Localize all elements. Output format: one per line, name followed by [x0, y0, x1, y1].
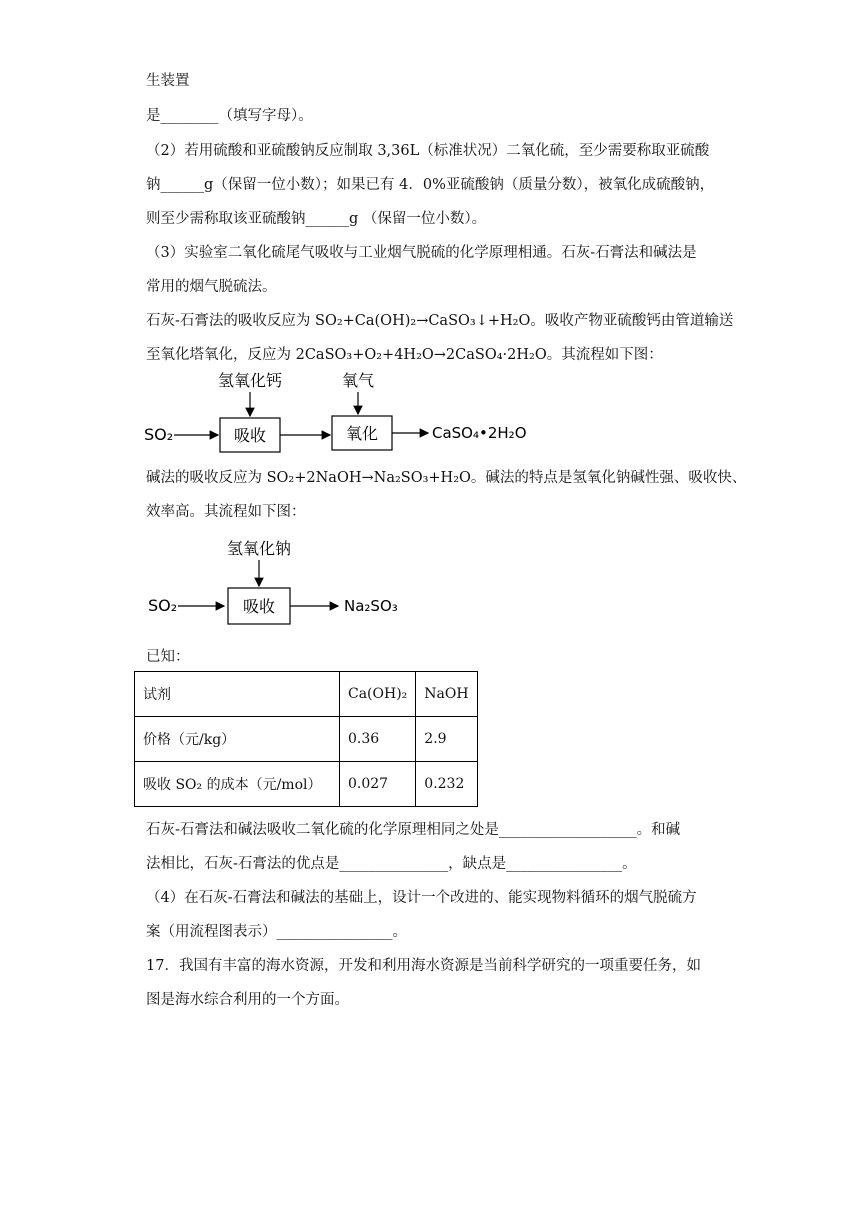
table-cell: 0.232	[416, 762, 477, 807]
line-9: 至氧化塔氧化，反应为 2CaSO₃+O₂+4H₂O→2CaSO₄·2H₂O。其流程如下图：	[146, 347, 663, 363]
flow1-input: SO₂	[144, 425, 174, 444]
table-cell: 试剂	[135, 672, 340, 717]
line-12: 已知：	[146, 649, 190, 665]
flow1-box1-label: 吸收	[233, 426, 267, 445]
line-14: 法相比，石灰-石膏法的优点是_______________，缺点是________________。	[146, 856, 637, 872]
line-1: 生装置	[146, 73, 190, 89]
line-8: 石灰-石膏法的吸收反应为 SO₂+Ca(OH)₂→CaSO₃↓+H₂O。吸收产物亚硫酸钙由管道输送	[146, 313, 734, 329]
reagent-table	[134, 671, 478, 807]
table-cell: 2.9	[416, 717, 477, 762]
line-7: 常用的烟气脱硫法。	[146, 279, 277, 295]
table-row	[135, 672, 478, 717]
flow2-box-label: 吸收	[242, 597, 276, 616]
line-5: 则至少需称取该亚硫酸钠______g （保留一位小数）。	[146, 211, 487, 227]
flow1-product: CaSO₄•2H₂O	[432, 424, 527, 442]
line-11: 效率高。其流程如下图：	[146, 504, 306, 520]
line-10: 碱法的吸收反应为 SO₂+2NaOH→Na₂SO₃+H₂O。碱法的特点是氢氧化钠碱性强、吸收快、	[146, 470, 747, 486]
table-cell: Ca(OH)₂	[340, 672, 416, 717]
flow2-reagent: 氢氧化钠	[226, 539, 292, 558]
line-6: （3）实验室二氧化硫尾气吸收与工业烟气脱硫的化学原理相通。石灰-石膏法和碱法是	[146, 245, 697, 261]
line-4: 钠______g（保留一位小数）；如果已有 4．0%亚硫酸钠（质量分数），被氧化成硫酸钠，	[146, 177, 715, 193]
table-cell: 0.027	[340, 762, 416, 807]
flow2-input: SO₂	[148, 596, 178, 615]
table-cell: 0.36	[340, 717, 416, 762]
flow1-box2-label: 氧化	[345, 424, 379, 443]
line-15: （4）在石灰-石膏法和碱法的基础上，设计一个改进的、能实现物料循环的烟气脱硫方	[146, 890, 697, 906]
line-13: 石灰-石膏法和碱法吸收二氧化硫的化学原理相同之处是___________________。和碱	[146, 822, 681, 838]
table-cell: 吸收 SO₂ 的成本（元/mol）	[135, 762, 340, 807]
flow-diagram-lime-gypsum	[140, 366, 560, 461]
line-16: 案（用流程图表示）________________。	[146, 924, 407, 940]
table-cell: NaOH	[416, 672, 477, 717]
flow2-product: Na₂SO₃	[344, 597, 398, 615]
line-3: （2）若用硫酸和亚硫酸钠反应制取 3,36L（标准状况）二氧化硫，至少需要称取亚硫酸	[146, 143, 710, 159]
flow1-reagent1: 氢氧化钙	[217, 371, 283, 390]
line-18: 图是海水综合利用的一个方面。	[146, 992, 349, 1008]
flow-diagram-alkali	[140, 534, 440, 634]
flow1-reagent2: 氧气	[341, 371, 375, 390]
line-2: 是________（填写字母）。	[146, 108, 313, 124]
table-cell: 价格（元/kg）	[135, 717, 340, 762]
table-row	[135, 717, 478, 762]
line-17: 17．我国有丰富的海水资源，开发和利用海水资源是当前科学研究的一项重要任务，如	[146, 958, 701, 974]
table-row	[135, 762, 478, 807]
